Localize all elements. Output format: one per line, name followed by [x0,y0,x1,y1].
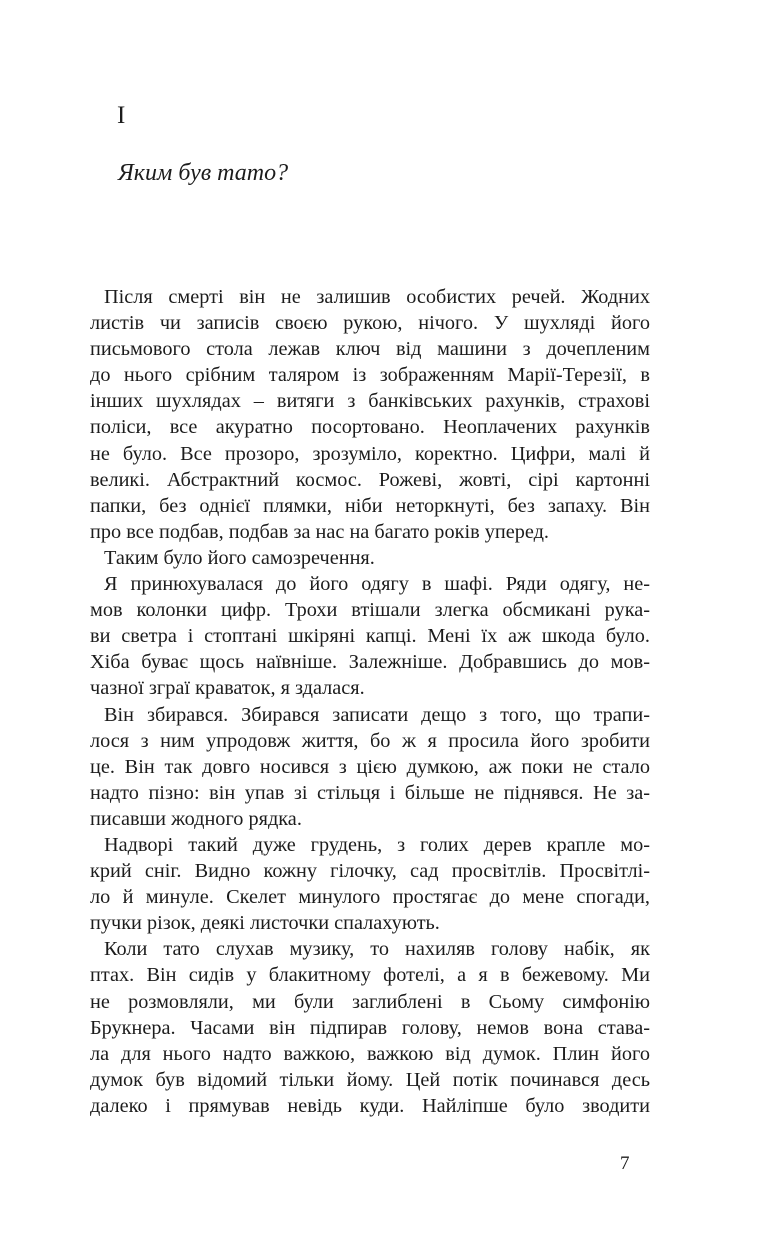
text-line: великі. Абстрактний космос. Рожеві, жовті, сірі картонні [90,468,650,491]
text-line: думок був відомий тільки йому. Цей потік починався десь [90,1068,650,1091]
text-line: це. Він так довго носився з цією думкою, аж поки не стало [90,755,650,778]
text-line: не розмовляли, ми були заглиблені в Сьому симфонію [90,990,650,1013]
text-line: Я принюхувалася до його одягу в шафі. Ряди одягу, не- [104,573,650,596]
text-line: пучки різок, деякі листочки спалахують. [90,912,440,935]
text-line: чазної зграї краваток, я здалася. [90,677,365,700]
text-line: Брукнера. Часами він підпирав голову, немов вона става- [90,1016,650,1039]
text-line: не було. Все прозоро, зрозуміло, коректно. Цифри, малі й [90,442,650,465]
text-line: папки, без однієї плямки, ніби неторкнуті, без запаху. Він [90,494,650,517]
text-line: Хіба буває щось наївніше. Залежніше. Добравшись до мов- [90,651,650,674]
chapter-title: Яким був тато? [118,160,289,186]
text-line: лося з ним упродовж життя, бо ж я просила його зробити [90,729,650,752]
text-line: письмового стола лежав ключ від машини з дочепленим [90,338,650,361]
text-line: крий сніг. Видно кожну гілочку, сад просвітлів. Просвітлі- [90,860,650,883]
text-line: Коли тато слухав музику, то нахиляв голову набік, як [104,938,650,961]
text-line: поліси, все акуратно посортовано. Неоплачених рахунків [90,416,650,439]
chapter-number: I [117,102,126,129]
text-line: Надворі такий дуже грудень, з голих дерев крапле мо- [104,833,650,856]
text-line: Після смерті він не залишив особистих речей. Жодних [104,286,650,308]
text-line: листів чи записів своєю рукою, нічого. У шухляді його [90,312,650,335]
text-line: далеко і прямував невідь куди. Найліпше було зводити [90,1094,650,1117]
body-text [90,284,650,1119]
text-line: ла для нього надто важкою, важкою від думок. Плин його [90,1042,650,1065]
text-line: ви светра і стоптані шкіряні капці. Мені їх аж шкода було. [90,625,650,648]
text-line: писавши жодного рядка. [90,807,302,830]
page-number: 7 [620,1153,630,1174]
text-line: Він збирався. Збирався записати дещо з того, що трапи- [104,703,650,726]
text-line: птах. Він сидів у блакитному фотелі, а я в бежевому. Ми [90,964,650,987]
text-line: до нього срібним таляром із зображенням Марії-Терезії, в [90,364,650,387]
text-line: Таким було його самозречення. [104,546,375,569]
text-line: про все подбав, подбав за нас на багато років уперед. [90,520,549,543]
text-line: інших шухлядах – витяги з банківських рахунків, страхові [90,390,650,413]
text-line: мов колонки цифр. Трохи втішали злегка обсмикані рука- [90,599,650,622]
text-line: ло й минуле. Скелет минулого простягає до мене спогади, [90,886,650,909]
text-line: надто пізно: він упав зі стільця і більше не піднявся. Не за- [90,781,650,804]
